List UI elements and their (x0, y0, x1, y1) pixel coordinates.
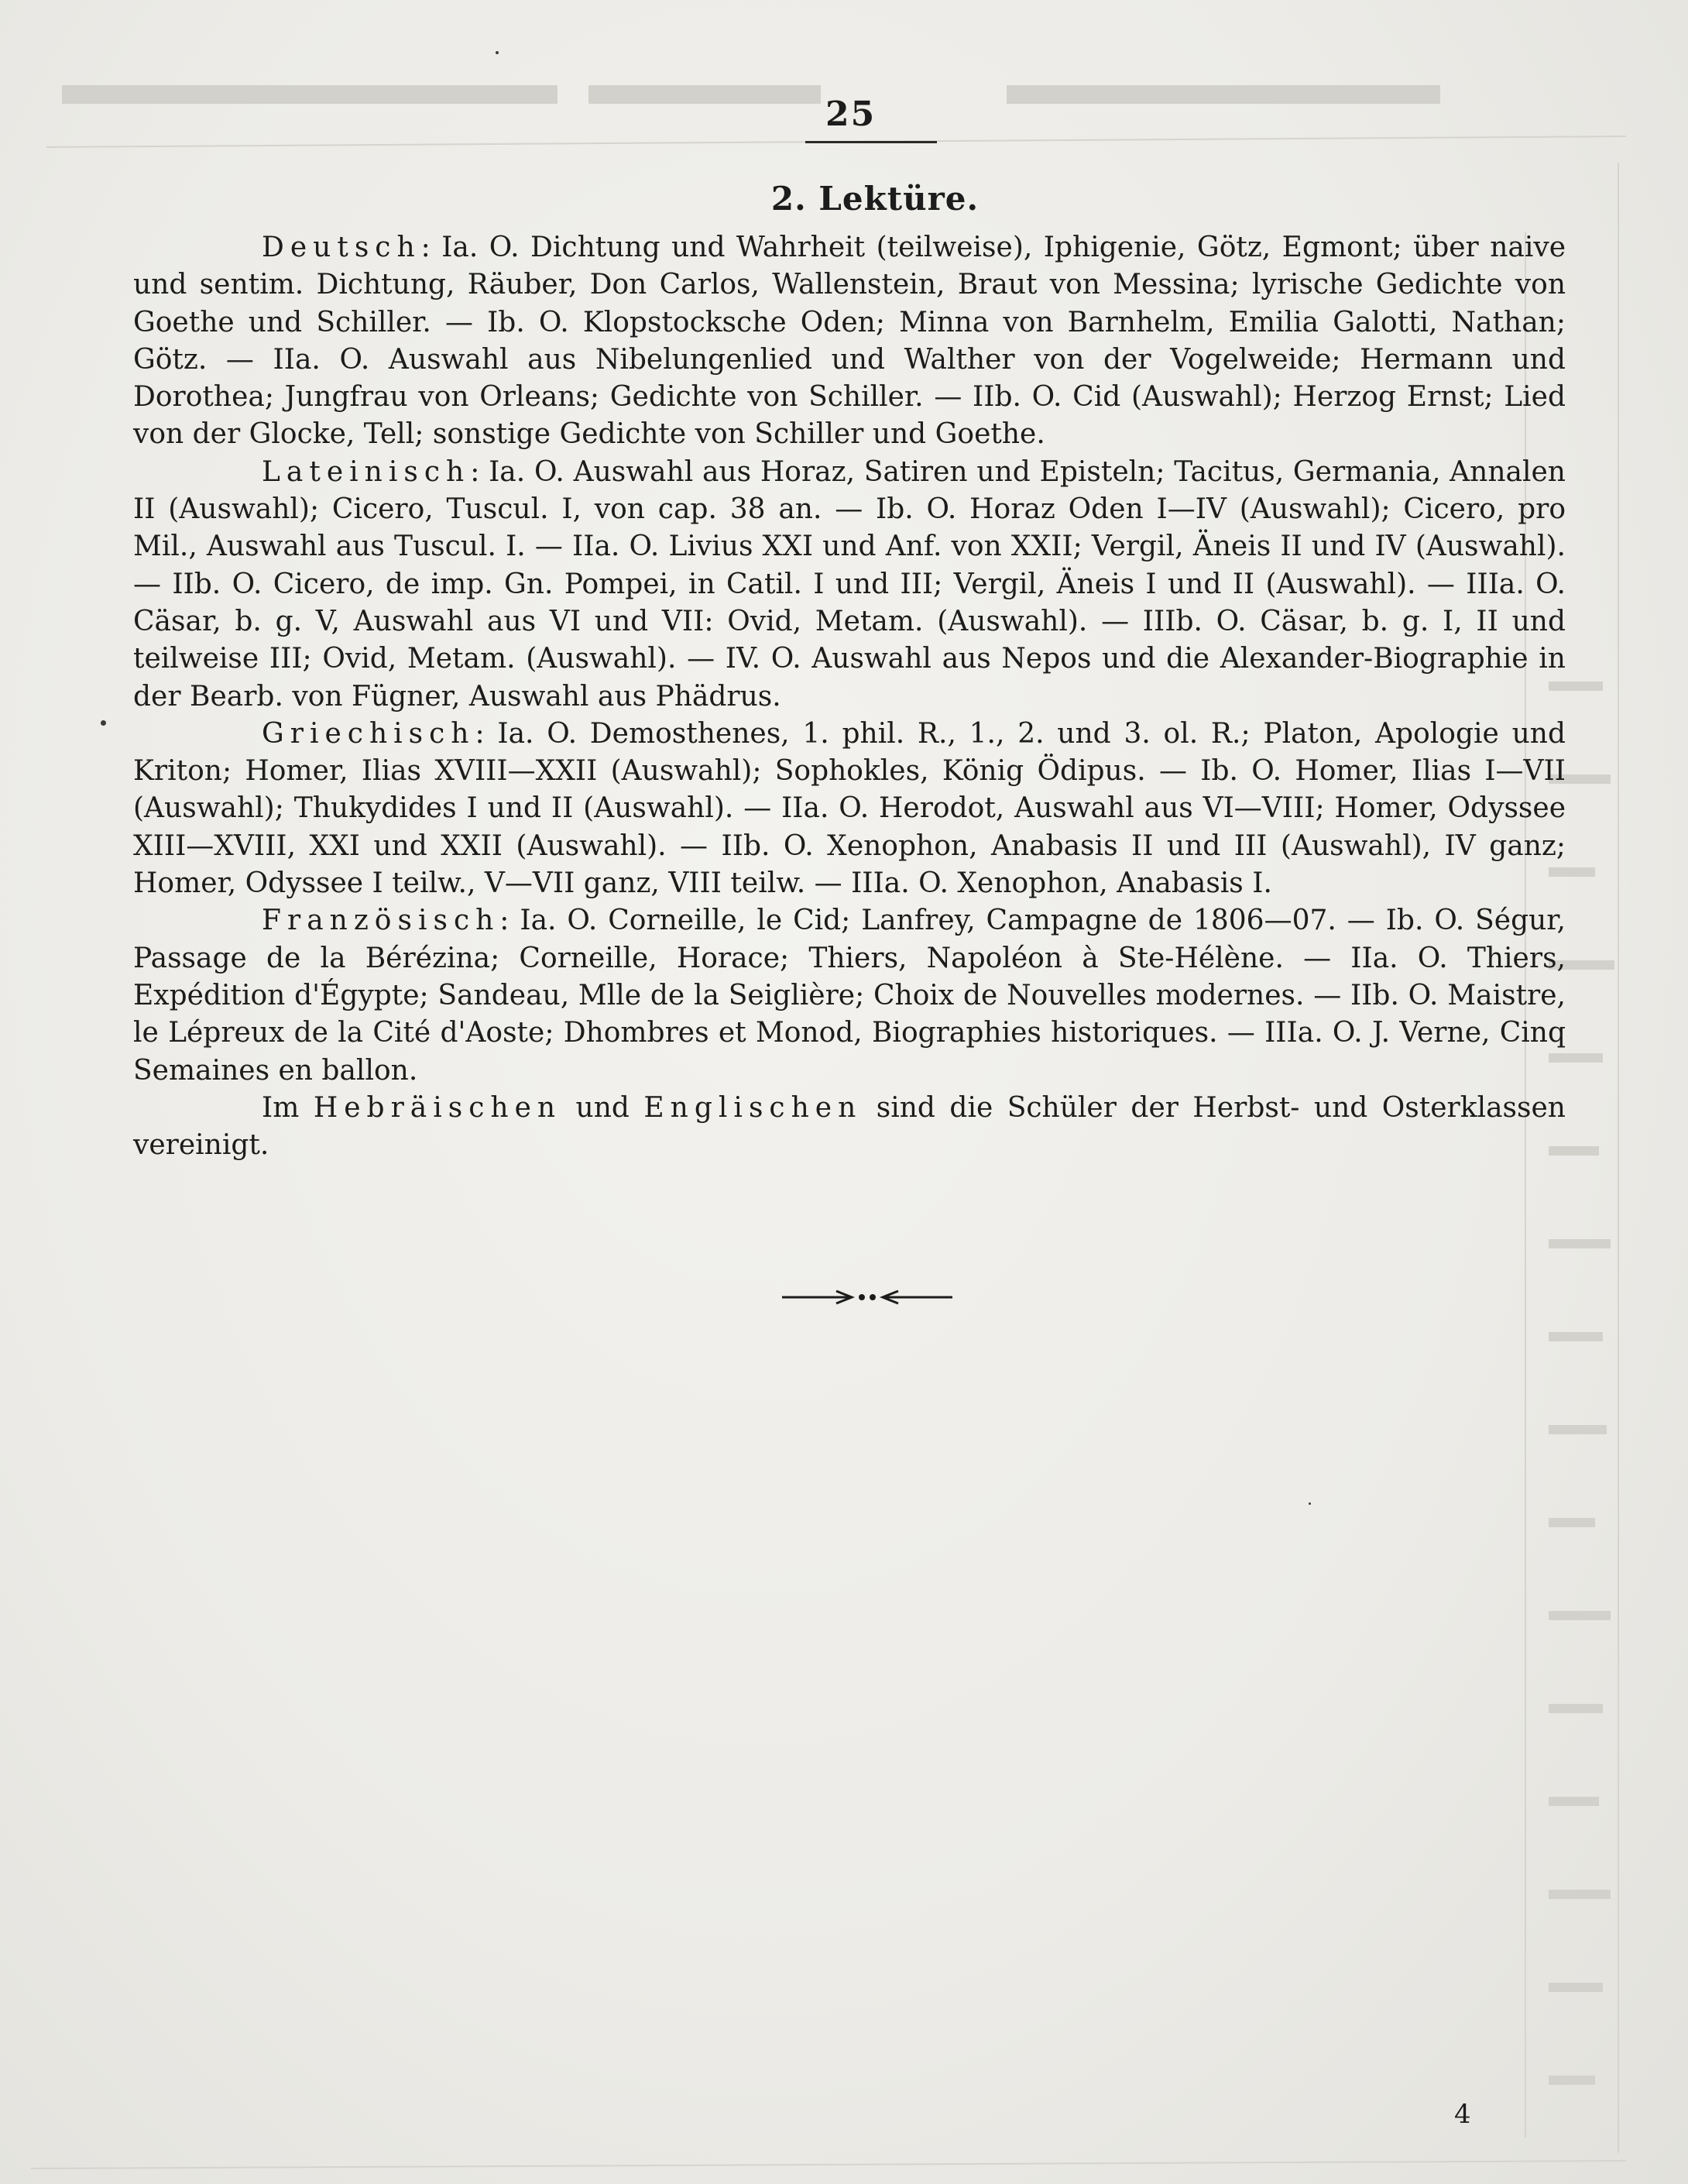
print-speck (101, 720, 106, 726)
subject-label-greek: Griechisch (262, 717, 475, 750)
paragraph-greek (133, 716, 1566, 902)
closing-middle: und (561, 1091, 644, 1124)
closing-suffix: sind die Schüler der Herbst- und Osterklassen vereinigt. (133, 1091, 1566, 1162)
paragraph-closing (133, 1090, 1566, 1165)
paragraph-text: : Ia. O. Corneille, le Cid; Lanfrey, Campagne de 1806—07. — Ib. O. Ségur, Passage de la Bérézina; Corneille, Horace; Thiers, Napoléon à Ste-Hélène. — IIa. O. Thiers, Expédition d'Égypte; Sandeau, Mlle de la Seiglière; Choix de Nouvelles modernes. — IIb. O. Maistre, le Lépreux de la Cité d'Aoste; Dhombres et Monod, Biographies historiques. — IIIa. O. J. Verne, Cinq Semaines en ballon. (133, 905, 1566, 1087)
subject-label-french: Französisch (262, 905, 500, 937)
page-number-rule (805, 141, 937, 143)
page-number: 25 (825, 94, 877, 134)
paragraph-text: : Ia. O. Dichtung und Wahrheit (teilweise), Iphigenie, Götz, Egmont; über naive und sentim. Dichtung, Räuber, Don Carlos, Wallenstein, Braut von Messina; lyrische Gedichte von Goethe und Schiller. — Ib. O. Klopstocksche Oden; Minna von Barnhelm, Emilia Galotti, Nathan; Götz. — IIa. O. Auswahl aus Nibelungenlied und Walther von der Vogelweide; Hermann und Dorothea; Jungfrau von Orleans; Gedichte von Schiller. — IIb. O. Cid (Auswahl); Herzog Ernst; Lied von der Glocke, Tell; sonstige Gedichte von Schiller und Goethe. (133, 232, 1566, 451)
paragraph-french (133, 902, 1566, 1089)
section-heading: 2. Lektüre. (770, 180, 980, 218)
paragraph-latin (133, 454, 1566, 716)
subject-label-english: Englischen (643, 1091, 863, 1124)
paragraph-text: : Ia. O. Auswahl aus Horaz, Satiren und Episteln; Tacitus, Germania, Annalen II (Auswahl); Cicero, Tuscul. I, von cap. 38 an. — Ib. O. Horaz Oden I—IV (Auswahl); Cicero, pro Mil., Auswahl aus Tuscul. I. — IIa. O. Livius XXI und Anf. von XXII; Vergil, Äneis II und IV (Auswahl). — IIb. O. Cicero, de imp. Gn. Pompei, in Catil. I und III; Vergil, Äneis I und II (Auswahl). — IIIa. O. Cäsar, b. g. V, Auswahl aus VI und VII: Ovid, Metam. (Auswahl). — IIIb. O. Cäsar, b. g. I, II und teilweise III; Ovid, Metam. (Auswahl). — IV. O. Auswahl aus Nepos und die Alexander-Biographie in der Bearb. von Fügner, Auswahl aus Phädrus. (133, 455, 1566, 713)
subject-label-latin: Lateinisch (262, 455, 471, 488)
ornament-divider-icon (782, 1286, 952, 1309)
subject-label-german: Deutsch (262, 232, 421, 263)
footer-signature-mark: 4 (1454, 2099, 1471, 2130)
subject-label-hebrew: Hebräischen (313, 1091, 562, 1124)
print-speck (496, 51, 499, 54)
reading-list (133, 229, 1566, 1164)
closing-prefix: Im (262, 1091, 314, 1124)
paragraph-text: : Ia. O. Demosthenes, 1. phil. R., 1., 2. und 3. ol. R.; Platon, Apologie und Kriton; Homer, Ilias XVIII—XXII (Auswahl); Sophokles, König Ödipus. — Ib. O. Homer, Ilias I—VII (Auswahl); Thukydides I und II (Auswahl). — IIa. O. Herodot, Auswahl aus VI—VIII; Homer, Odyssee XIII—XVIII, XXI und XXII (Auswahl). — IIb. O. Xenophon, Anabasis II und III (Auswahl), IV ganz; Homer, Odyssee I teilw., V—VII ganz, VIII teilw. — IIIa. O. Xenophon, Anabasis I. (133, 717, 1566, 900)
paragraph-german (133, 229, 1566, 454)
print-speck (1309, 1502, 1311, 1505)
